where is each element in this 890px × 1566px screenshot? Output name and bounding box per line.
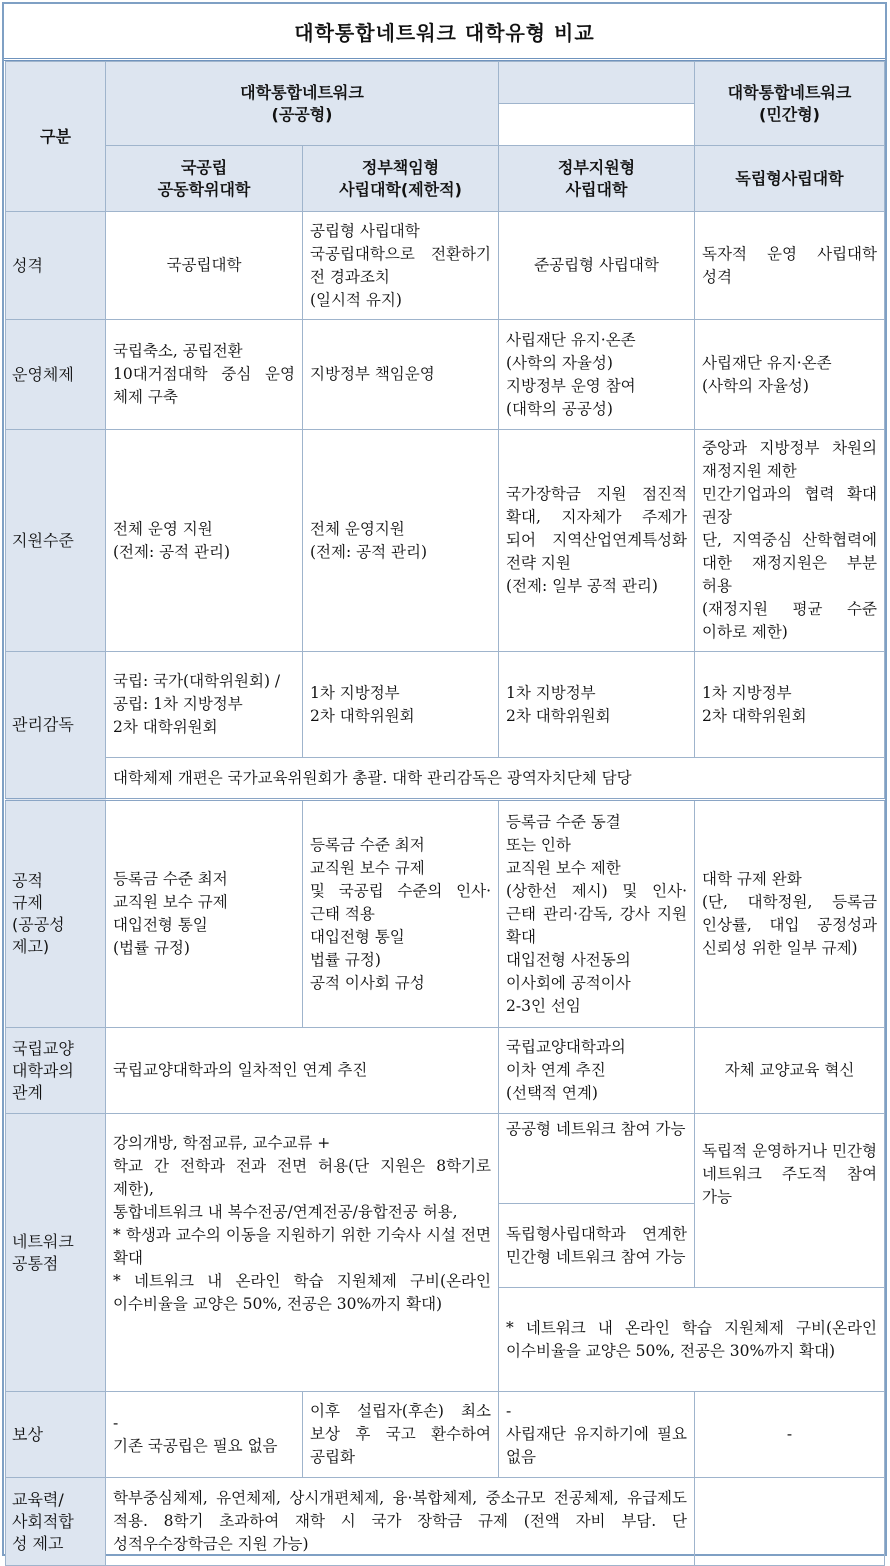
support-col3: 국가장학금 지원 점진적 확대, 지자체가 주제가 되어 지역산업연계특성화 전략 지원 (전제: 일부 공적 관리) — [499, 430, 695, 652]
operation-col2: 지방정부 책임운영 — [303, 320, 499, 430]
header-col4: 독립형사립대학 — [695, 146, 885, 212]
regulation-col4: 대학 규제 완화 (단, 대학정원, 등록금 인상률, 대입 공정성과 신뢰성 위한 일부 규제) — [695, 800, 885, 1028]
header-blank-white — [499, 104, 695, 146]
network-col3b: 독립형사립대학과 연계한 민간형 네트워크 참여 가능 — [499, 1204, 695, 1288]
row-label-nature: 성격 — [6, 212, 106, 320]
header-col1: 국공립 공동학위대학 — [106, 146, 303, 212]
document-title: 대학통합네트워크 대학유형 비교 — [4, 4, 885, 61]
compensation-col3: - 사립재단 유지하기에 필요 없음 — [499, 1392, 695, 1478]
network-col12: 강의개방, 학점교류, 교수교류 + 학교 간 전학과 전과 전면 허용(단 지원은 8학기로 제한), 통합네트워크 내 복수전공/연계전공/융합전공 허용, * 학생과 교수의 이동을 지원하기 위한 기숙사 시설 전면 확대 * 네트워크 내 온라인 학습 지원체제 구비(온라인 이수비율을 교양은 50%, 전공은 30%까지 확대) — [106, 1114, 499, 1392]
network-col4: 독립적 운영하거나 민간형 네트워크 주도적 참여 가능 — [695, 1114, 885, 1288]
supervision-col1: 국립: 국가(대학위원회) / 공립: 1차 지방정부 2차 대학위원회 — [106, 652, 303, 758]
comparison-table — [5, 61, 885, 1566]
row-label-operation: 운영체제 — [6, 320, 106, 430]
network-col3a: 공공형 네트워크 참여 가능 — [499, 1114, 695, 1204]
supervision-col4: 1차 지방정부 2차 대학위원회 — [695, 652, 885, 758]
regulation-col2: 등록금 수준 최저 교직원 보수 규제 및 국공립 수준의 인사·근태 적용 대입전형 통일 법률 규정) 공적 이사회 규성 — [303, 800, 499, 1028]
supervision-note: 대학체제 개편은 국가교육위원회가 총괄. 대학 관리감독은 광역자치단체 담당 — [106, 758, 885, 800]
header-col3: 정부지원형 사립대학 — [499, 146, 695, 212]
row-label-network: 네트워크 공통점 — [6, 1114, 106, 1392]
nature-col1: 국공립대학 — [106, 212, 303, 320]
row-label-education: 교육력/ 사회적합 성 제고 — [6, 1478, 106, 1566]
header-private-group: 대학통합네트워크 (민간형) — [695, 62, 885, 146]
compensation-col1: - 기존 국공립은 필요 없음 — [106, 1392, 303, 1478]
row-label-supervision: 관리감독 — [6, 652, 106, 800]
header-category: 구분 — [6, 62, 106, 212]
education-col123: 학부중심체제, 유연체제, 상시개편체제, 융·복합체제, 중소규모 전공체제, 유급제도 적용. 8학기 초과하여 재학 시 국가 장학금 규제 (전액 자비 부담. 단 성적우수장학금은 지원 가능) — [106, 1478, 695, 1566]
nature-col4: 독자적 운영 사립대학 성격 — [695, 212, 885, 320]
network-col34: * 네트워크 내 온라인 학습 지원체제 구비(온라인 이수비율을 교양은 50%, 전공은 30%까지 확대) — [499, 1288, 885, 1392]
header-col2: 정부책임형 사립대학(제한적) — [303, 146, 499, 212]
header-blank-top — [499, 62, 695, 104]
liberal-col4: 자체 교양교육 혁신 — [695, 1028, 885, 1114]
education-col4-empty — [695, 1478, 885, 1566]
supervision-col2: 1차 지방정부 2차 대학위원회 — [303, 652, 499, 758]
supervision-col3: 1차 지방정부 2차 대학위원회 — [499, 652, 695, 758]
liberal-col12: 국립교양대학과의 일차적인 연계 추진 — [106, 1028, 499, 1114]
row-label-compensation: 보상 — [6, 1392, 106, 1478]
compensation-col2: 이후 설립자(후손) 최소 보상 후 국고 환수하여 공립화 — [303, 1392, 499, 1478]
operation-col1: 국립축소, 공립전환 10대거점대학 중심 운영 체제 구축 — [106, 320, 303, 430]
support-col4: 중앙과 지방정부 차원의 재정지원 제한 민간기업과의 협력 확대 권장 단, 지역중심 산학협력에 대한 재정지원은 부분 허용 (재정지원 평균 수준 이하로 제한) — [695, 430, 885, 652]
liberal-col3: 국립교양대학과의 이차 연계 추진 (선택적 연계) — [499, 1028, 695, 1114]
header-public-group: 대학통합네트워크 (공공형) — [106, 62, 499, 146]
nature-col3: 준공립형 사립대학 — [499, 212, 695, 320]
regulation-col1: 등록금 수준 최저 교직원 보수 규제 대입전형 통일 (법률 규정) — [106, 800, 303, 1028]
row-label-liberal: 국립교양 대학과의 관계 — [6, 1028, 106, 1114]
support-col1: 전체 운영 지원 (전제: 공적 관리) — [106, 430, 303, 652]
comparison-document — [2, 2, 887, 1556]
regulation-col3: 등록금 수준 동결 또는 인하 교직원 보수 제한 (상한선 제시) 및 인사·근태 관리·감독, 강사 지원 확대 대입전형 사전동의 이사회에 공적이사 2-3인 선임 — [499, 800, 695, 1028]
operation-col4: 사립재단 유지·온존 (사학의 자율성) — [695, 320, 885, 430]
row-label-regulation: 공적 규제 (공공성 제고) — [6, 800, 106, 1028]
row-label-support: 지원수준 — [6, 430, 106, 652]
operation-col3: 사립재단 유지·온존 (사학의 자율성) 지방정부 운영 참여 (대학의 공공성) — [499, 320, 695, 430]
compensation-col4: - — [695, 1392, 885, 1478]
nature-col2: 공립형 사립대학 국공립대학으로 전환하기 전 경과조치 (일시적 유지) — [303, 212, 499, 320]
support-col2: 전체 운영지원 (전제: 공적 관리) — [303, 430, 499, 652]
